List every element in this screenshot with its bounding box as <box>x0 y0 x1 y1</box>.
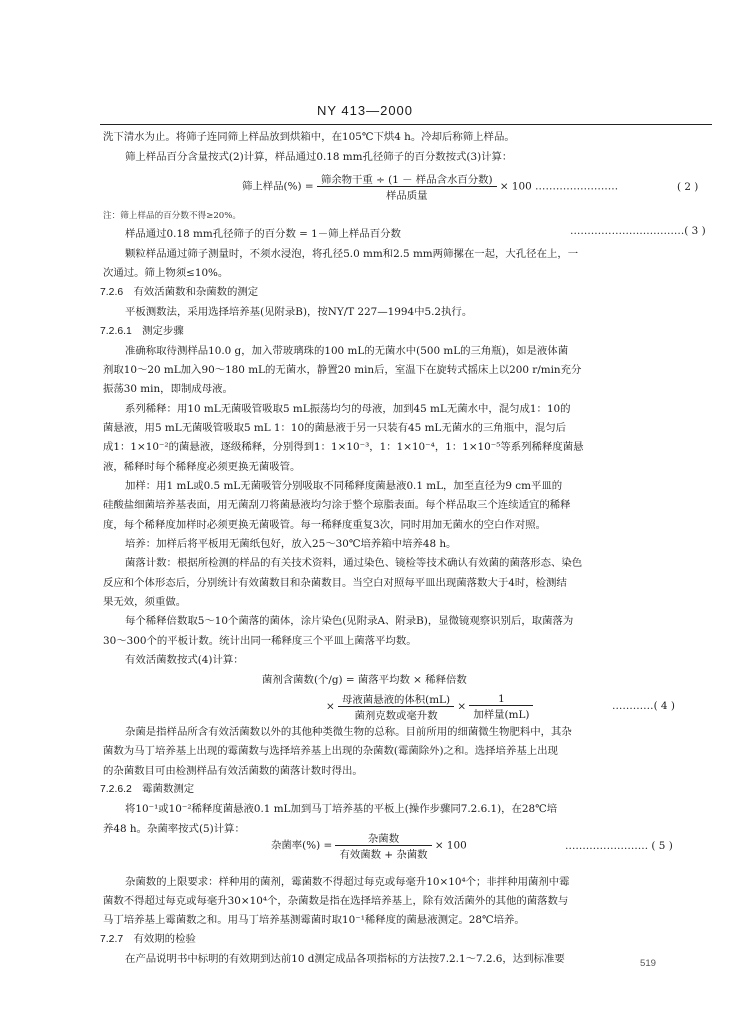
eq4-fraction-2 <box>469 693 533 721</box>
eq4-times: × <box>326 700 335 713</box>
text-line: 每个稀释倍数取5～10个菌落的菌体，涂片染色(见附录A、附录B)，显微镜观察识别后，取菌落为 <box>125 615 574 627</box>
eq2-denominator: 样品质量 <box>385 190 428 202</box>
eq2-lhs: 筛上样品(%) = <box>242 180 314 193</box>
text-line: 液，稀释时每个稀释度必须更换无菌吸管。 <box>103 461 301 473</box>
section-heading-7-2-6-1: 7.2.6.1 测定步骤 <box>100 326 184 337</box>
text-line: 菌数为马丁培养基上出现的霉菌数与选择培养基上出现的杂菌数(霉菌除外)之和。选择培养基上出现 <box>103 745 558 757</box>
text-line: 杂菌是指样品所含有效活菌数以外的其他种类微生物的总称。目前所用的细菌微生物肥料中，其杂 <box>125 726 572 738</box>
eq4-number: …………( 4 ) <box>612 700 675 712</box>
text-line: 成1：1×10⁻²的菌悬液，逐级稀释，分别得到1：1×10⁻³，1：1×10⁻⁴，1：1×10⁻⁵等系列稀释度菌悬 <box>103 441 584 453</box>
text-line: 30～300个的平板计数。统计出同一稀释度三个平皿上菌落平均数。 <box>103 635 417 647</box>
text-line: 度，每个稀释度加样时必须更换无菌吸管。每一稀释度重复3次，同时用加无菌水的空白作对照。 <box>103 519 547 531</box>
section-heading-7-2-7: 7.2.7 有效期的检验 <box>100 934 196 945</box>
text-line: 准确称取待测样品10.0 g，加入带玻璃珠的100 mL的无菌水中(500 mL的三角瓶)，如是液体菌 <box>125 345 569 357</box>
text-line: 平板测数法，采用选择培养基(见附录B)，按NY/T 227—1994中5.2执行。 <box>125 306 473 318</box>
eq5-lhs: 杂菌率(%) = <box>271 839 333 852</box>
text-line: 剂取10～20 mL加入90～180 mL的无菌水，静置20 min后，室温下在旋转式摇床上以200 r/min充分 <box>103 364 582 376</box>
text-line: 菌数不得超过每克或每毫升30×10⁴个，杂菌数是指在选择培养基上，除有效活菌外的其他的菌落数与 <box>103 895 569 907</box>
eq5-rhs: × 100 <box>434 839 467 852</box>
eq4-denominator-2: 加样量(mL) <box>473 708 530 721</box>
eq5-number: …………………… ( 5 ) <box>565 840 673 852</box>
standard-header: NY 413—2000 <box>316 103 414 118</box>
equation-3: 样品通过0.18 mm孔径筛子的百分数 = 1－筛上样品百分数 <box>125 228 401 240</box>
eq5-numerator: 杂菌数 <box>335 830 431 846</box>
equation-5 <box>271 830 467 861</box>
text-line: 杂菌数的上限要求：样种用的菌剂，霉菌数不得超过每克或每毫升10×10⁴个；非拌种用菌剂中霉 <box>125 876 570 888</box>
text-line: 的杂菌数目可由检测样品有效活菌数的菌落计数时得出。 <box>103 765 363 777</box>
text-line: 次通过。筛上物须≤10%。 <box>103 267 229 279</box>
text-line: 洗下清水为止。将筛子连同筛上样品放到烘箱中，在105℃下烘4 h。冷却后称筛上样品。 <box>103 131 515 143</box>
text-line: 将10⁻¹或10⁻²稀释度菌悬液0.1 mL加到马丁培养基的平板上(操作步骤同7.2.6.1)，在28℃培 <box>125 803 558 815</box>
eq2-rhs: × 100 …………………… <box>499 180 619 193</box>
text-line: 颗粒样品通过筛子测量时，不须水浸泡，将孔径5.0 mm和2.5 mm两筛摞在一起，大孔径在上，一 <box>125 248 579 260</box>
text-line: 筛上样品百分含量按式(2)计算，样品通过0.18 mm孔径筛子的百分数按式(3)计算： <box>125 151 513 163</box>
equation-4-line2 <box>326 691 533 722</box>
note-line: 注：筛上样品的百分数不得≥20%。 <box>103 211 242 221</box>
equation-2 <box>242 171 618 202</box>
text-line: 菌落计数：根据所检测的样品的有关技术资料，通过染色、镜检等技术确认有效菌的菌落形态、染色 <box>125 557 583 569</box>
eq4-numerator-2: 1 <box>469 693 533 706</box>
text-line: 马丁培养基上霉菌数之和。用马丁培养基测霉菌时取10⁻¹稀释度的菌悬液测定。28℃培养。 <box>103 914 525 926</box>
eq4-mid-times: × <box>457 700 467 713</box>
text-line: 硅酸盐细菌培养基表面，用无菌刮刀将菌悬液均匀涂于整个琼脂表面。每个样品取三个连续适宜的稀释 <box>103 499 571 511</box>
text-line: 在产品说明书中标明的有效期到达前10 d测定成品各项指标的方法按7.2.1～7.2.6，达到标准要 <box>125 953 565 965</box>
eq2-number: ( 2 ) <box>677 181 699 193</box>
text-line: 反应和个体形态后，分别统计有效菌数目和杂菌数目。当空白对照每平皿出现菌落数大于4时，检测结 <box>103 577 567 589</box>
text-line: 培养：加样后将平板用无菌纸包好，放入25～30℃培养箱中培养48 h。 <box>125 538 457 550</box>
eq4-fraction-1 <box>338 691 454 722</box>
page-number: 519 <box>640 958 657 969</box>
equation-4-line1: 菌剂含菌数(个/g) = 菌落平均数 × 稀释倍数 <box>262 674 467 686</box>
text-line: 加样：用1 mL或0.5 mL无菌吸管分别吸取不同稀释度菌悬液0.1 mL，加至直径为9 cm平皿的 <box>125 480 563 492</box>
text-line: 菌悬液，用5 mL无菌吸管吸取5 mL 1：10的菌悬液于另一只装有45 mL无菌水的三角瓶中，混匀后 <box>103 422 567 434</box>
text-line: 有效活菌数按式(4)计算： <box>125 654 244 666</box>
section-heading-7-2-6-2: 7.2.6.2 霉菌数测定 <box>100 784 195 795</box>
text-line: 系列稀释：用10 mL无菌吸管吸取5 mL振荡均匀的母液，加到45 mL无菌水中，混匀成1：10的 <box>125 403 571 415</box>
eq5-fraction <box>335 830 431 861</box>
eq5-denominator: 有效菌数 + 杂菌数 <box>339 849 428 861</box>
header-rule <box>100 124 712 125</box>
eq4-denominator-1: 菌剂克数或毫升数 <box>354 710 438 722</box>
text-line: 振荡30 min，即制成母液。 <box>103 383 233 395</box>
eq4-numerator-1: 母液菌悬液的体积(mL) <box>338 691 454 707</box>
text-line: 养48 h。杂菌率按式(5)计算： <box>103 823 245 835</box>
eq2-fraction <box>317 171 497 202</box>
eq3-number: ……………………………( 3 ) <box>570 225 706 237</box>
section-heading-7-2-6: 7.2.6 有效活菌数和杂菌数的测定 <box>100 287 259 298</box>
eq2-numerator: 筛余物干重 ÷ (1 － 样品含水百分数) <box>317 171 497 187</box>
text-line: 果无效，须重做。 <box>103 596 187 608</box>
